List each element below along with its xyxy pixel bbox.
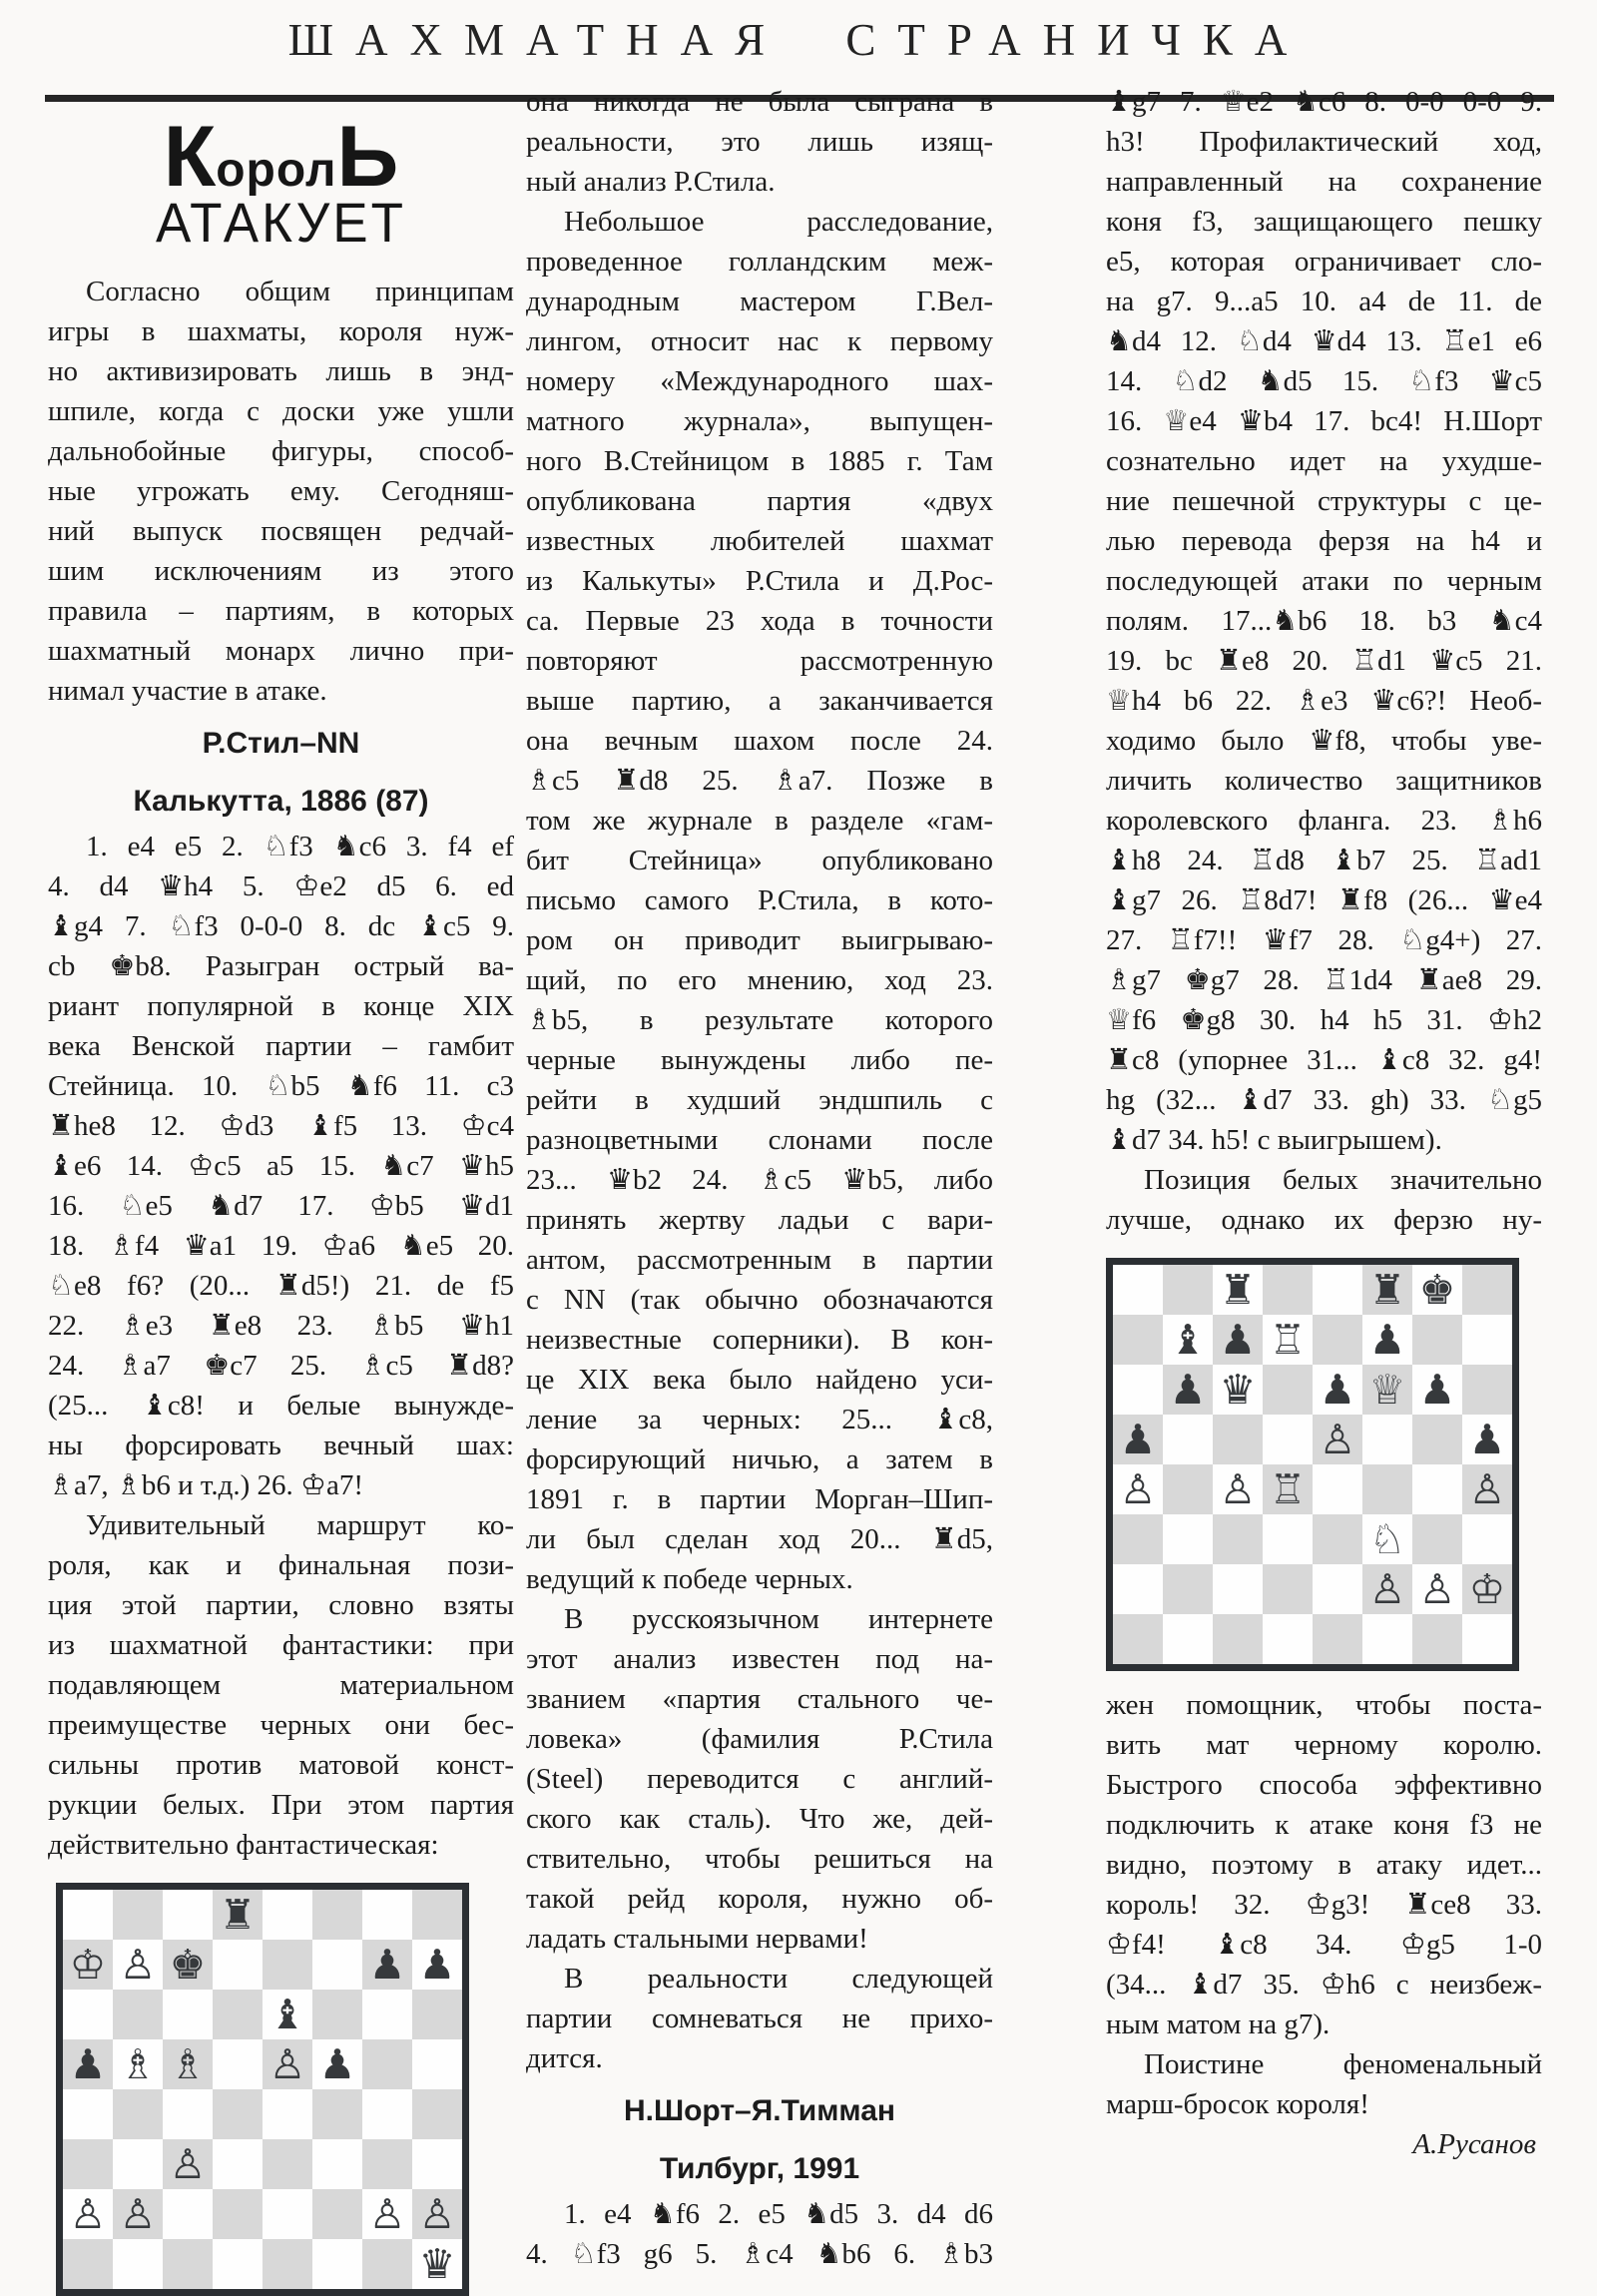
game-heading: Н.Шорт–Я.Тимман	[623, 2094, 896, 2127]
text-line: реальности, это лишь изящ-	[526, 126, 993, 158]
text-line: Быстрого способа эффективно	[1106, 1769, 1542, 1801]
text-line: черные вынуждены либо пе-	[526, 1044, 993, 1076]
text-line: 14. ♘d2 ♞d5 15. ♘f3 ♛c5	[1106, 365, 1542, 397]
square-d1	[213, 2239, 263, 2289]
text-line: h3! Профилактический ход,	[1106, 126, 1542, 158]
square-c3: ♙	[163, 2139, 213, 2189]
square-b4	[113, 2089, 163, 2139]
game-heading: Р.Стил–NN	[202, 727, 360, 760]
board-rank-5	[63, 2039, 462, 2089]
square-f5: ♟	[312, 2039, 362, 2089]
square-a5: ♟	[1113, 1415, 1163, 1464]
text-line: e5, которая ограничивает сло-	[1106, 246, 1542, 278]
square-a7: ♔	[63, 1940, 113, 1990]
square-a8	[1113, 1265, 1163, 1315]
text-line: це XIX века было найдено уси-	[526, 1364, 993, 1396]
square-e5: ♙	[1313, 1415, 1362, 1464]
text-line: ний выпуск посвящен редчай-	[48, 515, 514, 547]
text-line: шпиле, когда с доски уже ушли	[48, 395, 514, 427]
text-line: (Steel) переводится с англий-	[526, 1763, 993, 1795]
text-line: званием «партия стального че-	[526, 1683, 993, 1715]
square-a2	[1113, 1564, 1163, 1614]
text-line: 18. ♗f4 ♛a1 19. ♔a6 ♞e5 20.	[48, 1230, 514, 1262]
square-f2: ♙	[1362, 1564, 1412, 1614]
text-line: ♕f6 ♚g8 30. h4 h5 31. ♔h2	[1106, 1004, 1542, 1036]
text-line: такой рейд короля, нужно об-	[526, 1883, 993, 1915]
square-f3: ♘	[1362, 1514, 1412, 1564]
text-line: ♝e6 14. ♔c5 a5 15. ♞c7 ♛h5	[48, 1150, 514, 1182]
square-d6	[1263, 1365, 1313, 1415]
square-b1	[1163, 1614, 1213, 1664]
text-line: 4. d4 ♛h4 5. ♔e2 d5 6. ed	[48, 870, 514, 902]
square-h7: ♟	[412, 1940, 462, 1990]
text-line: hg (32... ♝d7 33. gh) 33. ♘g5	[1106, 1084, 1542, 1116]
text-line: личить количество защитников	[1106, 765, 1542, 797]
text-line: ♘e8 f6? (20... ♜d5!) 21. de f5	[48, 1270, 514, 1302]
square-h3	[412, 2139, 462, 2189]
logo-letter-k: К	[163, 109, 217, 205]
square-g2: ♙	[362, 2189, 412, 2239]
square-a7	[1113, 1315, 1163, 1365]
text-line: последующей атаки по черным	[1106, 565, 1542, 597]
chess-diagram-2	[1106, 1258, 1519, 1671]
text-line: ского как сталь). Что же, дей-	[526, 1803, 993, 1835]
square-h8	[1462, 1265, 1512, 1315]
game-heading: Тилбург, 1991	[659, 2152, 860, 2185]
square-g3	[1412, 1514, 1462, 1564]
text-line: (25... ♝c8! и белые вынужде-	[48, 1390, 514, 1422]
text-line: века Венской партии – гамбит	[48, 1030, 514, 1062]
square-h8	[412, 1890, 462, 1940]
chess-diagram-1	[56, 1883, 469, 2296]
text-line: (34... ♝d7 35. ♔h6 с неизбеж-	[1106, 1969, 1542, 2001]
board-rank-5	[1113, 1415, 1512, 1464]
square-h2: ♔	[1462, 1564, 1512, 1614]
text-line: 1891 г. в партии Морган–Шип-	[526, 1483, 993, 1515]
column-2-text	[526, 82, 993, 2274]
text-line: риант популярной в конце XIX	[48, 990, 514, 1022]
square-f4	[312, 2089, 362, 2139]
text-line: ция этой партии, словно взяты	[48, 1589, 514, 1621]
square-c1	[1213, 1614, 1263, 1664]
square-d4: ♖	[1263, 1464, 1313, 1514]
square-g5	[1412, 1415, 1462, 1464]
text-line: дится.	[526, 2042, 603, 2074]
text-line: жен помощник, чтобы поста-	[1106, 1689, 1542, 1721]
column-2	[526, 82, 993, 2274]
board-rank-8	[1113, 1265, 1512, 1315]
column-1	[48, 108, 514, 2296]
square-b8	[113, 1890, 163, 1940]
square-a3	[1113, 1514, 1163, 1564]
logo-line-2: АТАКУЕТ	[155, 192, 407, 255]
text-line: ♞d4 12. ♘d4 ♛d4 13. ♖e1 e6	[1106, 325, 1542, 357]
text-line: антом, рассмотренным в партии	[526, 1244, 993, 1276]
text-line: лингом, относит нас к первому	[526, 325, 993, 357]
text-line: полям. 17...♞b6 18. b3 ♞c4	[1106, 605, 1542, 637]
square-h6	[1462, 1365, 1512, 1415]
square-d7	[213, 1940, 263, 1990]
text-line: ловека» (фамилия Р.Стила	[526, 1723, 993, 1755]
square-g8: ♚	[1412, 1265, 1462, 1315]
column-logo	[48, 108, 514, 266]
column-3-text-top	[1106, 82, 1542, 1240]
text-line: рукции белых. При этом партия	[48, 1789, 514, 1821]
text-line: она вечным шахом после 24.	[526, 725, 993, 757]
text-line: 16. ♘e5 ♞d7 17. ♔b5 ♛d1	[48, 1190, 514, 1222]
square-d3	[1263, 1514, 1313, 1564]
text-line: ление за черных: 25... ♝c8,	[526, 1404, 993, 1435]
square-a4: ♙	[1113, 1464, 1163, 1514]
text-line: ♝g7 26. ♖8d7! ♜f8 (26... ♛e4	[1106, 884, 1542, 916]
text-line: ♗c5 ♜d8 25. ♗a7. Позже в	[526, 765, 993, 797]
column-1-text	[48, 272, 514, 1865]
text-line: 19. bc ♜e8 20. ♖d1 ♛c5 21.	[1106, 645, 1542, 677]
square-b3	[1163, 1514, 1213, 1564]
square-g4	[362, 2089, 412, 2139]
square-a3	[63, 2139, 113, 2189]
square-d8: ♜	[213, 1890, 263, 1940]
square-c4: ♙	[1213, 1464, 1263, 1514]
square-c1	[163, 2239, 213, 2289]
text-line: этот анализ известен под на-	[526, 1643, 993, 1675]
square-g8	[362, 1890, 412, 1940]
text-line: правила – партиям, в которых	[48, 595, 514, 627]
square-e6: ♝	[263, 1990, 312, 2039]
square-h6	[412, 1990, 462, 2039]
square-e8	[1313, 1265, 1362, 1315]
square-g3	[362, 2139, 412, 2189]
square-c5: ♗	[163, 2039, 213, 2089]
text-line: дальнобойные фигуры, способ-	[48, 435, 514, 467]
text-line: из Калькуты» Р.Стила и Д.Рос-	[526, 565, 993, 597]
square-b8	[1163, 1265, 1213, 1315]
square-d6	[213, 1990, 263, 2039]
text-line: ли был сделан ход 20... ♜d5,	[526, 1523, 993, 1555]
square-c7: ♚	[163, 1940, 213, 1990]
text-line: дународным мастером Г.Вел-	[526, 286, 993, 317]
text-line: шим исключениям из этого	[48, 555, 514, 587]
text-line: король! 32. ♔g3! ♜ce8 33.	[1106, 1889, 1542, 1921]
square-g6: ♟	[1412, 1365, 1462, 1415]
text-line: опубликована партия «двух	[526, 485, 993, 517]
text-line: принять жертву ладьи с вари-	[526, 1204, 993, 1236]
text-line: лью перевода ферзя на h4 и	[1106, 525, 1542, 557]
text-line: неизвестные соперники). В кон-	[526, 1324, 993, 1356]
square-b4	[1163, 1464, 1213, 1514]
square-e6: ♟	[1313, 1365, 1362, 1415]
square-c5	[1213, 1415, 1263, 1464]
text-line: Позиция белых значительно	[1144, 1164, 1542, 1196]
text-line: сильны против матовой конст-	[48, 1749, 514, 1781]
text-line: ♝h8 24. ♖d8 ♝b7 25. ♖ad1	[1106, 845, 1542, 876]
square-b6	[113, 1990, 163, 2039]
text-line: письмо самого Р.Стила, в кото-	[526, 884, 993, 916]
square-a5: ♟	[63, 2039, 113, 2089]
square-b7: ♝	[1163, 1315, 1213, 1365]
square-b2: ♙	[113, 2189, 163, 2239]
text-line: вить мат черному королю.	[1106, 1729, 1542, 1761]
text-line: са. Первые 23 хода в точности	[526, 605, 993, 637]
text-line: Небольшое расследование,	[564, 206, 993, 238]
text-line: игры в шахматы, короля нуж-	[48, 315, 514, 347]
text-line: ствительно, чтобы решиться на	[526, 1843, 993, 1875]
text-line: ведущий к победе черных.	[526, 1563, 853, 1595]
board-rank-2	[1113, 1564, 1512, 1614]
text-line: преимуществе черных они бес-	[48, 1709, 514, 1741]
square-b3	[113, 2139, 163, 2189]
text-line: марш-бросок короля!	[1106, 2088, 1369, 2120]
logo-letters-orol: орол	[216, 144, 337, 197]
text-line: сознательно идет на ухудше-	[1106, 445, 1542, 477]
text-line: ♜he8 12. ♔d3 ♝f5 13. ♔c4	[48, 1110, 514, 1142]
square-c8: ♜	[1213, 1265, 1263, 1315]
text-line: номеру «Международного шах-	[526, 365, 993, 397]
text-line: выше партию, а заканчивается	[526, 685, 993, 717]
square-h5: ♟	[1462, 1415, 1512, 1464]
square-g6	[362, 1990, 412, 2039]
board-rank-3	[63, 2139, 462, 2189]
square-e4	[263, 2089, 312, 2139]
text-line: рейти в худший эндшпиль с	[526, 1084, 993, 1116]
square-h1	[1462, 1614, 1512, 1664]
square-d2	[1263, 1564, 1313, 1614]
board-rank-6	[1113, 1365, 1512, 1415]
square-f8	[312, 1890, 362, 1940]
square-f5	[1362, 1415, 1412, 1464]
text-line: В русскоязычном интернете	[564, 1603, 993, 1635]
text-line: ♜c8 (упорнее 31... ♝c8 32. g4!	[1106, 1044, 1542, 1076]
square-h2: ♙	[412, 2189, 462, 2239]
text-line: щий, по его мнению, ход 23.	[526, 964, 993, 996]
square-b2	[1163, 1564, 1213, 1614]
text-line: ходимо было ♛f8, чтобы уве-	[1106, 725, 1542, 757]
square-e2	[1313, 1564, 1362, 1614]
text-line: проведенное голландским меж-	[526, 246, 993, 278]
square-a4	[63, 2089, 113, 2139]
square-a1	[1113, 1614, 1163, 1664]
text-line: подавляющем материальном	[48, 1669, 514, 1701]
text-line: ♗b5, в результате которого	[526, 1004, 993, 1036]
text-line: ♗g7 ♚g7 28. ♖1d4 ♜ae8 29.	[1106, 964, 1542, 996]
square-g1	[1412, 1614, 1462, 1664]
text-line: 1. e4 e5 2. ♘f3 ♞c6 3. f4 ef	[86, 831, 514, 862]
square-a6	[1113, 1365, 1163, 1415]
text-line: 1. e4 ♞f6 2. e5 ♞d5 3. d4 d6	[564, 2198, 993, 2230]
text-line: ный анализ Р.Стила.	[526, 166, 776, 198]
text-line: шахматный монарх лично при-	[48, 635, 514, 667]
square-g7: ♟	[362, 1940, 412, 1990]
text-line: разноцветными слонами после	[526, 1124, 993, 1156]
text-line: нимал участие в атаке.	[48, 675, 327, 707]
square-d3	[213, 2139, 263, 2189]
square-a6	[63, 1990, 113, 2039]
square-c6: ♛	[1213, 1365, 1263, 1415]
text-line: 16. ♕e4 ♛b4 17. bc4! Н.Шорт	[1106, 405, 1542, 437]
square-f8: ♜	[1362, 1265, 1412, 1315]
square-e8	[263, 1890, 312, 1940]
text-line: ным матом на g7).	[1106, 2009, 1331, 2040]
square-e7	[263, 1940, 312, 1990]
text-line: ром он приводит выигрываю-	[526, 924, 993, 956]
text-line: Стейница. 10. ♘b5 ♞f6 11. c3	[48, 1070, 514, 1102]
square-h3	[1462, 1514, 1512, 1564]
board-rank-8	[63, 1890, 462, 1940]
board-rank-6	[63, 1990, 462, 2039]
text-line: из шахматной фантастики: при	[48, 1629, 514, 1661]
square-d8	[1263, 1265, 1313, 1315]
text-line: роля, как и финальная пози-	[48, 1549, 514, 1581]
square-e3	[263, 2139, 312, 2189]
board-rank-1	[63, 2239, 462, 2289]
square-d1	[1263, 1614, 1313, 1664]
square-d4	[213, 2089, 263, 2139]
logo-letter-soft-sign: Ь	[336, 109, 399, 205]
text-line: подключить к атаке коня f3 не	[1106, 1809, 1542, 1841]
square-b5: ♗	[113, 2039, 163, 2089]
square-f2	[312, 2189, 362, 2239]
square-f7	[312, 1940, 362, 1990]
square-b1	[113, 2239, 163, 2289]
text-line: ♝d7 34. h5! с выигрышем).	[1106, 1124, 1442, 1156]
square-f6	[312, 1990, 362, 2039]
text-line: 24. ♗a7 ♚c7 25. ♗c5 ♜d8?	[48, 1350, 514, 1382]
text-line: известных любителей шахмат	[526, 525, 993, 557]
text-line: бит Стейница» опубликовано	[526, 845, 993, 876]
text-line: лучше, однако их ферзю ну-	[1106, 1204, 1542, 1236]
text-line: ♝g4 7. ♘f3 0-0-0 8. dc ♝c5 9.	[48, 910, 514, 942]
text-line: ♝g7 7. ♕e2 ♞c6 8. 0-0 0-0 9.	[1106, 86, 1542, 118]
text-line: она никогда не была сыграна в	[526, 86, 993, 118]
board-rank-4	[1113, 1464, 1512, 1514]
square-e7	[1313, 1315, 1362, 1365]
square-d7: ♖	[1263, 1315, 1313, 1365]
text-line: ного В.Стейницом в 1885 г. Там	[526, 445, 993, 477]
text-line: на g7. 9...a5 10. a4 de 11. de	[1106, 286, 1542, 317]
board-rank-7	[1113, 1315, 1512, 1365]
square-f6: ♕	[1362, 1365, 1412, 1415]
square-h7	[1462, 1315, 1512, 1365]
square-f1	[312, 2239, 362, 2289]
text-line: ние пешечной структуры с це-	[1106, 485, 1542, 517]
square-e2	[263, 2189, 312, 2239]
text-line: направленный на сохранение	[1106, 166, 1542, 198]
text-line: Поистине феноменальный	[1144, 2048, 1542, 2080]
square-g4	[1412, 1464, 1462, 1514]
page-title: ШАХМАТНАЯ СТРАНИЧКА	[287, 15, 1310, 65]
text-line: повторяют рассмотренную	[526, 645, 993, 677]
square-h4	[412, 2089, 462, 2139]
text-line: ны форсировать вечный шах:	[48, 1430, 514, 1461]
square-f3	[312, 2139, 362, 2189]
text-line: ные угрожать ему. Сегодняш-	[48, 475, 514, 507]
square-g5	[362, 2039, 412, 2089]
text-line: ладать стальными нервами!	[526, 1923, 868, 1955]
text-line: ♗a7, ♗b6 и т.д.) 26. ♔a7!	[48, 1469, 364, 1501]
square-c2	[1213, 1564, 1263, 1614]
text-line: том же журнале в разделе «гам-	[526, 805, 993, 837]
square-a8	[63, 1890, 113, 1940]
square-e3	[1313, 1514, 1362, 1564]
square-b5	[1163, 1415, 1213, 1464]
text-line: коня f3, защищающего пешку	[1106, 206, 1542, 238]
text-line: матного журнала», выпущен-	[526, 405, 993, 437]
text-line: Удивительный маршрут ко-	[86, 1509, 514, 1541]
text-line: партии сомневаться не прихо-	[526, 2003, 993, 2034]
text-line: но активизировать лишь в энд-	[48, 355, 514, 387]
text-line: 23... ♛b2 24. ♗c5 ♛b5, либо	[526, 1164, 993, 1196]
square-a1	[63, 2239, 113, 2289]
text-line: видно, поэтому в атаку идет...	[1106, 1849, 1542, 1881]
board-rank-7	[63, 1940, 462, 1990]
board-rank-2	[63, 2189, 462, 2239]
square-h5	[412, 2039, 462, 2089]
square-e1	[263, 2239, 312, 2289]
square-e1	[1313, 1614, 1362, 1664]
text-line: 22. ♗e3 ♜e8 23. ♗b5 ♛h1	[48, 1310, 514, 1342]
square-b6: ♟	[1163, 1365, 1213, 1415]
text-line: форсирующий ничью, а затем в	[526, 1443, 993, 1475]
game-heading: Калькутта, 1886 (87)	[133, 785, 429, 818]
board-rank-3	[1113, 1514, 1512, 1564]
square-h1: ♛	[412, 2239, 462, 2289]
text-line: действительно фантастическая:	[48, 1829, 439, 1861]
square-g7	[1412, 1315, 1462, 1365]
text-line: А.Русанов	[1412, 2128, 1536, 2160]
text-line: 27. ♖f7!! ♛f7 28. ♘g4+) 27.	[1106, 924, 1542, 956]
square-g2: ♙	[1412, 1564, 1462, 1614]
board-rank-4	[63, 2089, 462, 2139]
square-f7: ♟	[1362, 1315, 1412, 1365]
column-3-text-bottom	[1106, 1685, 1542, 2164]
square-f4	[1362, 1464, 1412, 1514]
square-e5: ♙	[263, 2039, 312, 2089]
square-c7: ♟	[1213, 1315, 1263, 1365]
text-line: 4. ♘f3 g6 5. ♗c4 ♞b6 6. ♗b3	[526, 2238, 993, 2270]
square-f1	[1362, 1614, 1412, 1664]
text-line: Согласно общим принципам	[86, 276, 514, 307]
square-c3	[1213, 1514, 1263, 1564]
text-line: с NN (так обычно обозначаются	[526, 1284, 993, 1316]
square-d5	[1263, 1415, 1313, 1464]
square-b7: ♙	[113, 1940, 163, 1990]
square-d2	[213, 2189, 263, 2239]
column-3	[1106, 82, 1542, 2164]
square-c4	[163, 2089, 213, 2139]
square-h4: ♙	[1462, 1464, 1512, 1514]
board-rank-1	[1113, 1614, 1512, 1664]
text-line: В реальности следующей	[564, 1963, 993, 1995]
square-g1	[362, 2239, 412, 2289]
square-a2: ♙	[63, 2189, 113, 2239]
text-line: королевского фланга. 23. ♗h6	[1106, 805, 1542, 837]
text-line: cb ♚b8. Разыгран острый ва-	[48, 950, 514, 982]
square-c6	[163, 1990, 213, 2039]
square-e4	[1313, 1464, 1362, 1514]
text-line: ♕h4 b6 22. ♗e3 ♛c6?! Необ-	[1106, 685, 1542, 717]
square-c2	[163, 2189, 213, 2239]
text-line: ♔f4! ♝c8 34. ♔g5 1-0	[1106, 1929, 1542, 1961]
square-c8	[163, 1890, 213, 1940]
square-d5	[213, 2039, 263, 2089]
